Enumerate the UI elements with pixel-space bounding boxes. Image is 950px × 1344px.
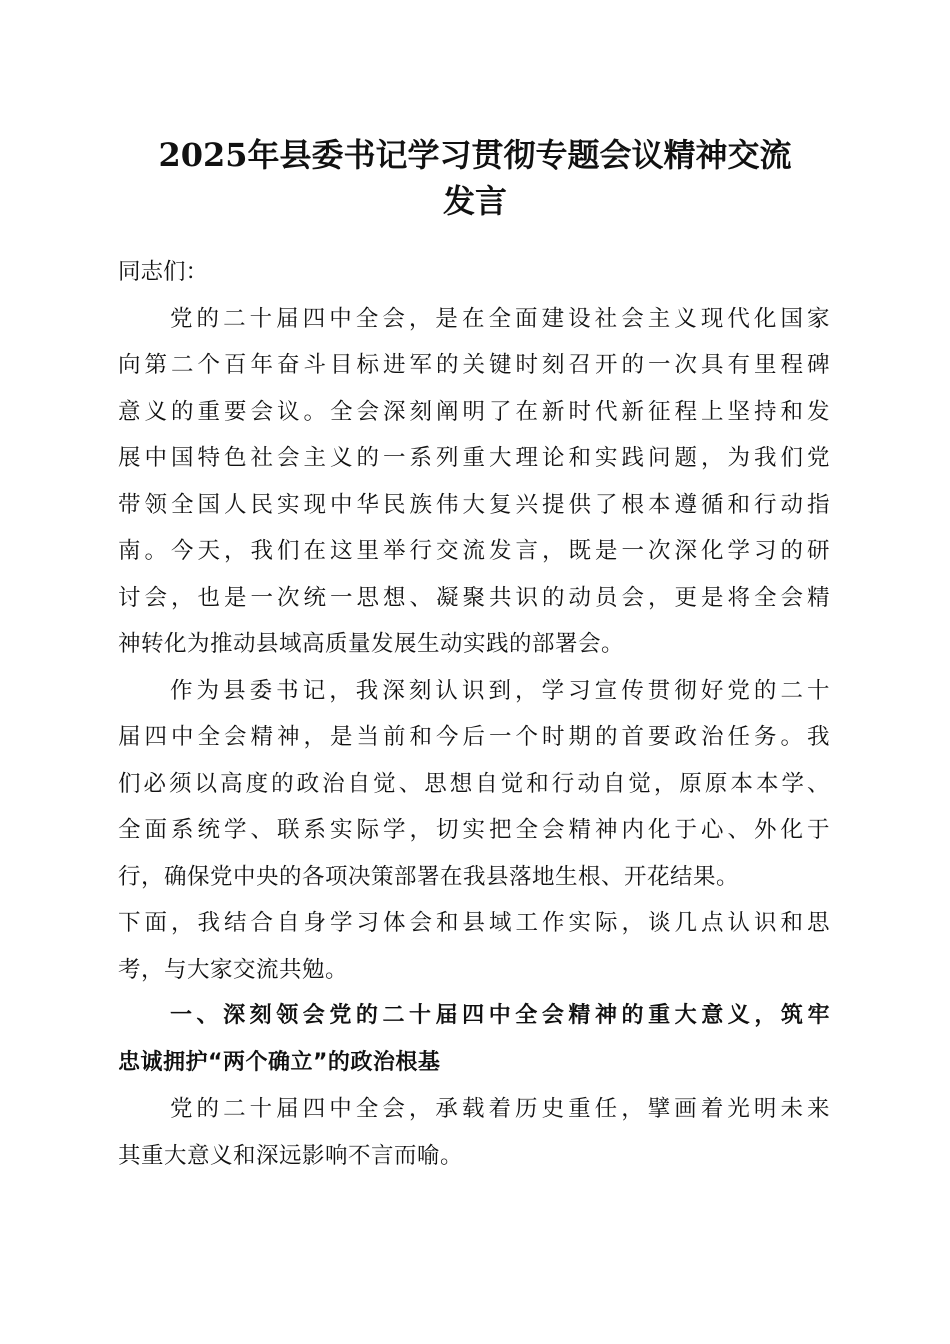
heading-line: 忠诚拥护“两个确立”的政治根基 bbox=[118, 1049, 441, 1075]
document-title bbox=[100, 132, 850, 224]
paragraph-line: 作为县委书记，我深刻认识到，学习宣传贯彻好党的二十 bbox=[170, 677, 830, 704]
paragraph-3 bbox=[118, 1086, 830, 1179]
paragraph-2 bbox=[118, 668, 830, 994]
heading-line: 一、深刻领会党的二十届四中全会精神的重大意义，筑牢 bbox=[170, 1003, 830, 1028]
paragraph-line: 下面，我结合自身学习体会和县域工作实际，谈几点认识和思 bbox=[118, 910, 830, 936]
paragraph-line: 届四中全会精神，是当前和今后一个时期的首要政治任务。我 bbox=[118, 724, 830, 750]
paragraph-line: 带领全国人民实现中华民族伟大复兴提供了根本遵循和行动指 bbox=[118, 491, 830, 518]
paragraph-line: 向第二个百年奋斗目标进军的关键时刻召开的一次具有里程碑 bbox=[118, 352, 830, 378]
section-heading-1 bbox=[118, 993, 830, 1086]
title-line-1: 2025年县委书记学习贯彻专题会议精神交流 bbox=[158, 136, 792, 174]
paragraph-1 bbox=[118, 296, 830, 668]
paragraph-line: 展中国特色社会主义的一系列重大理论和实践问题，为我们党 bbox=[118, 445, 830, 471]
paragraph-line: 考，与大家交流共勉。 bbox=[118, 956, 349, 983]
paragraph-line: 意义的重要会议。全会深刻阐明了在新时代新征程上坚持和发 bbox=[118, 398, 830, 425]
paragraph-line: 南。今天，我们在这里举行交流发言，既是一次深化学习的研 bbox=[118, 538, 830, 564]
title-line-2: 发言 bbox=[442, 182, 507, 220]
paragraph-line: 全面系统学、联系实际学，切实把全会精神内化于心、外化于 bbox=[118, 817, 830, 843]
paragraph-line: 党的二十届四中全会，承载着历史重任，擘画着光明未来 bbox=[170, 1096, 830, 1122]
paragraph-line: 党的二十届四中全会，是在全面建设社会主义现代化国家 bbox=[170, 305, 830, 332]
salutation: 同志们： bbox=[118, 259, 209, 285]
paragraph-line: 神转化为推动县域高质量发展生动实践的部署会。 bbox=[118, 631, 625, 657]
document-body bbox=[118, 249, 830, 1179]
paragraph-line: 行，确保党中央的各项决策部署在我县落地生根、开花结果。 bbox=[118, 863, 740, 890]
paragraph-line: 其重大意义和深远影响不言而喻。 bbox=[118, 1142, 464, 1169]
paragraph-line: 们必须以高度的政治自觉、思想自觉和行动自觉，原原本本学、 bbox=[118, 770, 830, 797]
paragraph-line: 讨会，也是一次统一思想、凝聚共识的动员会，更是将全会精 bbox=[118, 584, 830, 611]
